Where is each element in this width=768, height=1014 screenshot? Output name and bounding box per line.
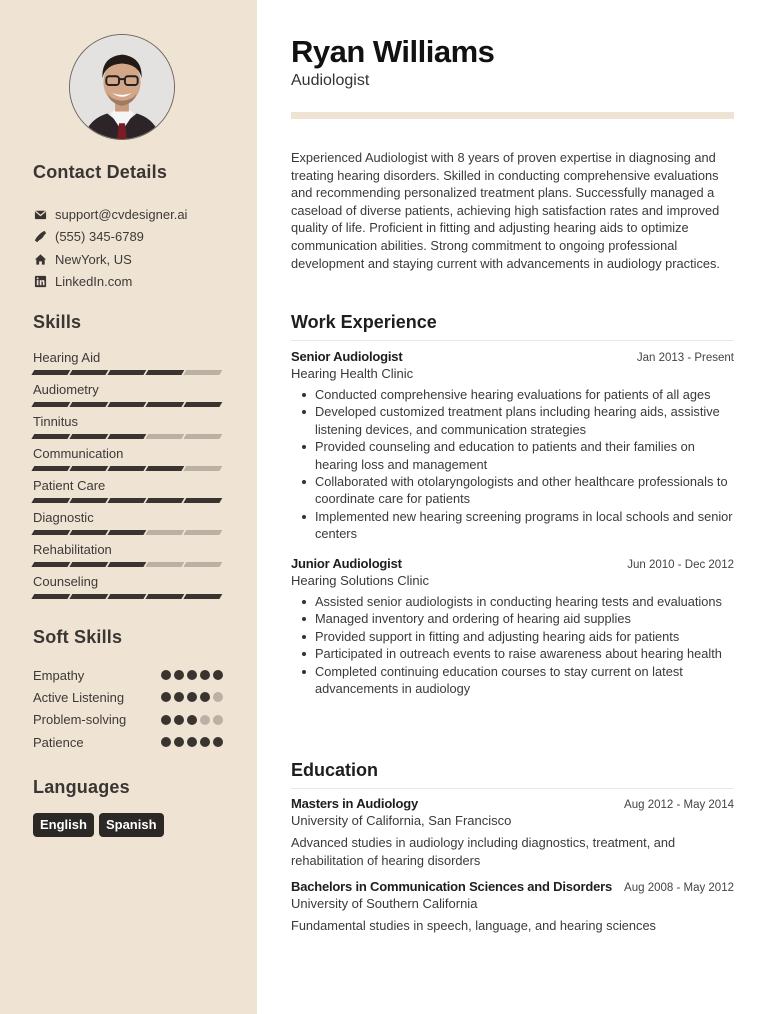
home-icon <box>33 252 47 266</box>
soft-skill-name: Patience <box>33 734 84 750</box>
languages-heading: Languages <box>33 777 130 797</box>
soft-skill-name: Problem-solving <box>33 712 127 728</box>
skill-item <box>33 477 223 509</box>
rating-dot-icon <box>161 737 171 747</box>
skill-level-segment <box>70 466 108 471</box>
skill-level-meter <box>33 562 223 567</box>
rating-dot-icon <box>213 715 223 725</box>
job-dates: Jan 2013 - Present <box>636 352 734 364</box>
profile-summary: Experienced Audiologist with 8 years of proven expertise in diagnosing and treating hearing disorders. Skilled in conducting comprehensive evaluations and recommending personalized treatment plans. Successfully managed a caseload of diverse patients, achieving high satisfaction rates and improved quality of life. Proficient in fitting and adjusting hearing aids to optimize communication abilities. Strong commitment to ongoing professional development and staying current with advancements in audiology practices. <box>291 150 720 271</box>
school-name: University of California, San Francisco <box>291 813 512 828</box>
rating-dot-icon <box>187 737 197 747</box>
skill-level-segment <box>32 594 70 599</box>
work-experience-heading: Work Experience <box>291 312 734 341</box>
skill-name: Hearing Aid <box>33 350 101 365</box>
soft-skills-list <box>33 664 223 753</box>
skill-item <box>33 413 223 445</box>
job-bullet: Managed inventory and ordering of hearing aid supplies <box>291 610 734 627</box>
rating-dot-icon <box>161 670 171 680</box>
soft-skill-item <box>33 731 223 753</box>
soft-skill-name: Active Listening <box>33 689 125 705</box>
accent-divider <box>291 112 734 119</box>
skill-level-segment <box>184 466 222 471</box>
profile-photo <box>69 34 175 140</box>
skill-level-segment <box>108 466 146 471</box>
skill-level-segment <box>184 562 222 567</box>
skill-level-segment <box>146 370 184 375</box>
skills-list <box>33 349 223 605</box>
education-heading: Education <box>291 760 734 789</box>
skill-level-segment <box>184 370 222 375</box>
candidate-title: Audiologist <box>291 72 370 89</box>
language-tag: Spanish <box>99 813 164 837</box>
job-bullets <box>291 593 734 697</box>
rating-dot-icon <box>174 715 184 725</box>
skill-level-segment <box>70 530 108 535</box>
skill-level-segment <box>32 466 70 471</box>
rating-dot-icon <box>174 692 184 702</box>
degree-title: Bachelors in Communication Sciences and Disorders <box>291 879 613 894</box>
soft-skill-item <box>33 709 223 731</box>
job-company: Hearing Health Clinic <box>291 366 414 381</box>
skill-item <box>33 349 223 381</box>
soft-skill-rating <box>161 715 223 725</box>
envelope-icon <box>33 207 47 221</box>
job-entry <box>291 349 734 543</box>
skill-level-segment <box>70 370 108 375</box>
rating-dot-icon <box>200 737 210 747</box>
skill-level-meter <box>33 402 223 407</box>
skill-name: Communication <box>33 446 124 461</box>
skill-item <box>33 509 223 541</box>
contact-location-text: NewYork, US <box>55 251 132 267</box>
rating-dot-icon <box>187 670 197 680</box>
skill-item <box>33 381 223 413</box>
contact-location <box>33 248 187 271</box>
phone-icon <box>33 230 47 244</box>
skill-level-segment <box>70 498 108 503</box>
job-dates: Jun 2010 - Dec 2012 <box>627 559 734 571</box>
skill-level-segment <box>146 562 184 567</box>
skills-heading: Skills <box>33 312 82 332</box>
skill-level-segment <box>32 434 70 439</box>
skill-level-segment <box>70 594 108 599</box>
skill-name: Tinnitus <box>33 414 79 429</box>
skill-level-segment <box>146 498 184 503</box>
skill-level-segment <box>108 530 146 535</box>
job-bullet: Conducted comprehensive hearing evaluations for patients of all ages <box>291 386 734 403</box>
skill-level-meter <box>33 498 223 503</box>
job-title: Junior Audiologist <box>291 556 402 571</box>
rating-dot-icon <box>200 670 210 680</box>
contact-phone[interactable] <box>33 226 187 249</box>
language-tag: English <box>33 813 94 837</box>
job-bullet: Completed continuing education courses to stay current on latest advancements in audiology <box>291 663 734 698</box>
contact-linkedin-text: LinkedIn.com <box>55 274 133 290</box>
job-bullet: Developed customized treatment plans including hearing aids, assistive listening devices, and communication strategies <box>291 403 734 438</box>
skill-item <box>33 541 223 573</box>
education-dates: Aug 2012 - May 2014 <box>624 799 734 811</box>
skill-level-segment <box>184 530 222 535</box>
skill-level-segment <box>108 402 146 407</box>
skill-level-segment <box>146 594 184 599</box>
skill-level-meter <box>33 530 223 535</box>
rating-dot-icon <box>213 737 223 747</box>
avatar-icon <box>70 35 174 139</box>
skill-level-meter <box>33 594 223 599</box>
skill-level-segment <box>184 498 222 503</box>
job-bullet: Provided support in fitting and adjusting hearing aids for patients <box>291 628 734 645</box>
job-bullets <box>291 386 734 543</box>
soft-skill-name: Empathy <box>33 667 85 683</box>
sidebar <box>0 0 257 1014</box>
rating-dot-icon <box>200 692 210 702</box>
rating-dot-icon <box>174 737 184 747</box>
skill-name: Audiometry <box>33 382 99 397</box>
skill-level-segment <box>70 402 108 407</box>
education-description: Fundamental studies in speech, language, and hearing sciences <box>291 918 656 933</box>
skill-level-segment <box>184 434 222 439</box>
skill-level-segment <box>146 466 184 471</box>
skill-level-segment <box>108 498 146 503</box>
skill-item <box>33 573 223 605</box>
skill-level-segment <box>108 434 146 439</box>
skill-level-segment <box>32 498 70 503</box>
rating-dot-icon <box>213 670 223 680</box>
school-name: University of Southern California <box>291 896 478 911</box>
education-description: Advanced studies in audiology including diagnostics, treatment, and rehabilitation of hearing disorders <box>291 835 676 868</box>
rating-dot-icon <box>200 715 210 725</box>
skill-name: Patient Care <box>33 478 106 493</box>
job-title: Senior Audiologist <box>291 349 403 364</box>
rating-dot-icon <box>161 692 171 702</box>
skill-name: Rehabilitation <box>33 542 112 557</box>
skill-level-segment <box>32 370 70 375</box>
rating-dot-icon <box>187 692 197 702</box>
contact-email-text: support@cvdesigner.ai <box>55 206 188 222</box>
job-bullet: Participated in outreach events to raise awareness about hearing health <box>291 645 734 662</box>
rating-dot-icon <box>161 715 171 725</box>
skill-name: Counseling <box>33 574 99 589</box>
skill-level-meter <box>33 370 223 375</box>
skill-level-segment <box>184 402 222 407</box>
contact-list <box>33 203 187 293</box>
soft-skill-item <box>33 686 223 708</box>
skill-level-segment <box>32 402 70 407</box>
languages-list <box>33 813 164 837</box>
education-entry <box>291 879 734 935</box>
candidate-name: Ryan Williams <box>291 34 495 69</box>
rating-dot-icon <box>174 670 184 680</box>
soft-skill-rating <box>161 692 223 702</box>
job-entry <box>291 556 734 697</box>
skill-level-segment <box>146 402 184 407</box>
skill-level-segment <box>108 594 146 599</box>
skill-level-segment <box>146 530 184 535</box>
degree-title: Masters in Audiology <box>291 796 418 811</box>
contact-phone-text: (555) 345-6789 <box>55 229 144 245</box>
job-bullet: Assisted senior audiologists in conducting hearing tests and evaluations <box>291 593 734 610</box>
contact-heading: Contact Details <box>33 162 168 182</box>
skill-level-segment <box>146 434 184 439</box>
soft-skill-item <box>33 664 223 686</box>
skill-level-segment <box>108 370 146 375</box>
skill-name: Diagnostic <box>33 510 94 525</box>
skill-level-segment <box>32 562 70 567</box>
skill-level-segment <box>70 562 108 567</box>
skill-level-segment <box>184 594 222 599</box>
skill-level-meter <box>33 466 223 471</box>
skill-item <box>33 445 223 477</box>
contact-linkedin[interactable] <box>33 271 187 294</box>
rating-dot-icon <box>187 715 197 725</box>
soft-skill-rating <box>161 670 223 680</box>
skill-level-segment <box>70 434 108 439</box>
education-entry <box>291 796 734 869</box>
skill-level-segment <box>32 530 70 535</box>
soft-skills-heading: Soft Skills <box>33 627 123 647</box>
soft-skill-rating <box>161 737 223 747</box>
job-bullet: Collaborated with otolaryngologists and other healthcare professionals to coordinate care for patients <box>291 473 734 508</box>
job-bullet: Provided counseling and education to patients and their families on hearing loss and management <box>291 438 734 473</box>
contact-email[interactable] <box>33 203 187 226</box>
linkedin-icon <box>33 275 47 289</box>
skill-level-segment <box>108 562 146 567</box>
rating-dot-icon <box>213 692 223 702</box>
job-company: Hearing Solutions Clinic <box>291 573 430 588</box>
education-dates: Aug 2008 - May 2012 <box>624 882 734 894</box>
skill-level-meter <box>33 434 223 439</box>
job-bullet: Implemented new hearing screening programs in local schools and senior centers <box>291 508 734 543</box>
